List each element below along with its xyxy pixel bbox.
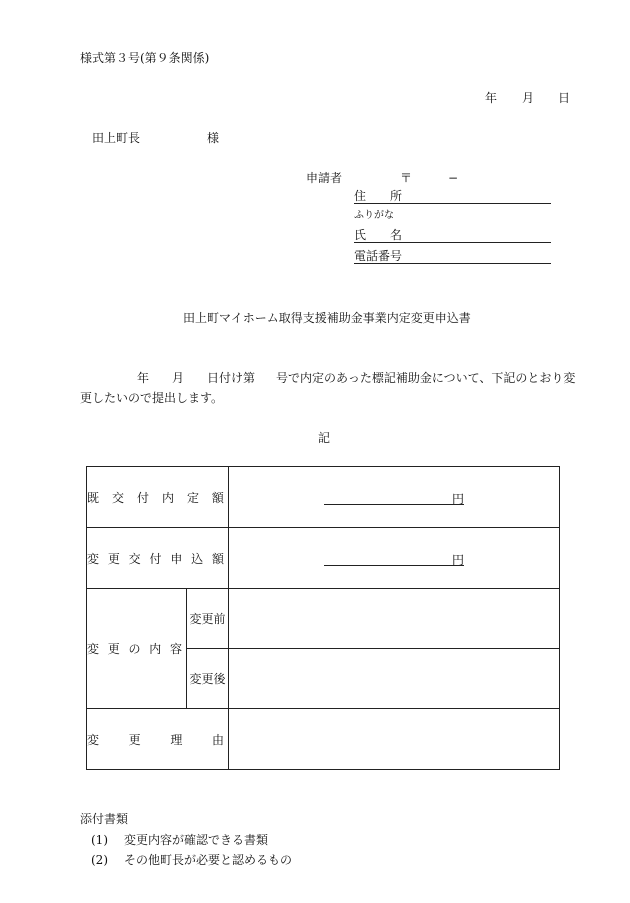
attachment-text-1: 変更内容が確認できる書類 — [124, 833, 269, 847]
label-char: 額 — [211, 490, 224, 505]
label-char: 込 — [191, 551, 204, 566]
label-char: 交 — [128, 551, 141, 566]
label-char: 更 — [128, 732, 141, 747]
yen-unit: 円 — [451, 492, 464, 506]
label-char: 付 — [149, 551, 162, 566]
row-label-change-content — [87, 589, 187, 709]
body-month: 月 — [172, 371, 185, 385]
ki-heading: 記 — [318, 431, 331, 445]
attachment-num-1: (1) — [91, 833, 108, 847]
label-char: 申 — [170, 551, 183, 566]
postal-mark: 〒 — [400, 171, 413, 185]
attachment-num-2: (2) — [91, 853, 108, 867]
body-text-2: 更したいので提出します。 — [80, 391, 224, 405]
date-month: 月 — [522, 91, 535, 105]
change-amount-cell[interactable] — [229, 528, 560, 589]
addressee-name: 田上町長 — [92, 131, 141, 145]
form-number: 様式第３号(第９条関係) — [80, 51, 210, 65]
address-label: 住 所 — [354, 189, 403, 203]
label-char: 容 — [169, 642, 182, 656]
document-title: 田上町マイホーム取得支援補助金事業内定変更申込書 — [183, 311, 471, 325]
date-year: 年 — [485, 91, 498, 105]
before-label: 変更前 — [187, 589, 229, 649]
addressee-honorific: 様 — [207, 131, 220, 145]
attachments-heading: 添付書類 — [80, 812, 129, 826]
label-char: 交 — [111, 490, 124, 505]
label-char: の — [128, 642, 141, 656]
phone-field[interactable] — [354, 250, 551, 264]
label-char: 由 — [211, 732, 224, 747]
phone-label: 電話番号 — [354, 249, 403, 263]
table-row — [87, 528, 560, 589]
attachment-text-2: その他町長が必要と認めるもの — [124, 853, 293, 867]
existing-amount-field[interactable] — [324, 490, 464, 505]
before-change-cell[interactable] — [229, 589, 560, 649]
label-char: 理 — [170, 732, 183, 747]
existing-amount-cell[interactable] — [229, 467, 560, 528]
label-char: 変 — [87, 551, 100, 566]
label-char: 額 — [211, 551, 224, 566]
after-label: 変更後 — [187, 649, 229, 709]
label-char: 更 — [107, 642, 120, 656]
row-label-change-reason — [87, 709, 229, 770]
applicant-label: 申請者 — [306, 171, 343, 185]
yen-unit: 円 — [451, 553, 464, 567]
row-label-change-amount — [87, 528, 229, 589]
label-char: 付 — [136, 490, 149, 505]
label-char: 既 — [87, 490, 100, 505]
name-field[interactable] — [354, 229, 551, 243]
furigana-label: ふりがな — [354, 210, 394, 221]
change-amount-field[interactable] — [324, 551, 464, 566]
table-row — [87, 589, 560, 649]
postal-dash: − — [448, 171, 459, 185]
label-char: 内 — [161, 490, 174, 505]
body-day-ref: 日付け第 — [207, 371, 256, 385]
body-year: 年 — [137, 371, 150, 385]
label-char: 更 — [107, 551, 120, 566]
row-label-existing-amount — [87, 467, 229, 528]
address-field[interactable] — [354, 190, 551, 204]
change-reason-cell[interactable] — [229, 709, 560, 770]
table-row — [87, 709, 560, 770]
label-char: 内 — [149, 642, 162, 656]
name-label: 氏 名 — [354, 228, 403, 242]
change-form-table — [86, 466, 560, 770]
label-char: 変 — [87, 642, 100, 656]
label-char: 定 — [186, 490, 199, 505]
label-char: 変 — [87, 732, 100, 747]
after-change-cell[interactable] — [229, 649, 560, 709]
body-text-1: 号で内定のあった標記補助金について、下記のとおり変 — [276, 371, 576, 385]
date-day: 日 — [558, 91, 571, 105]
table-row — [87, 467, 560, 528]
